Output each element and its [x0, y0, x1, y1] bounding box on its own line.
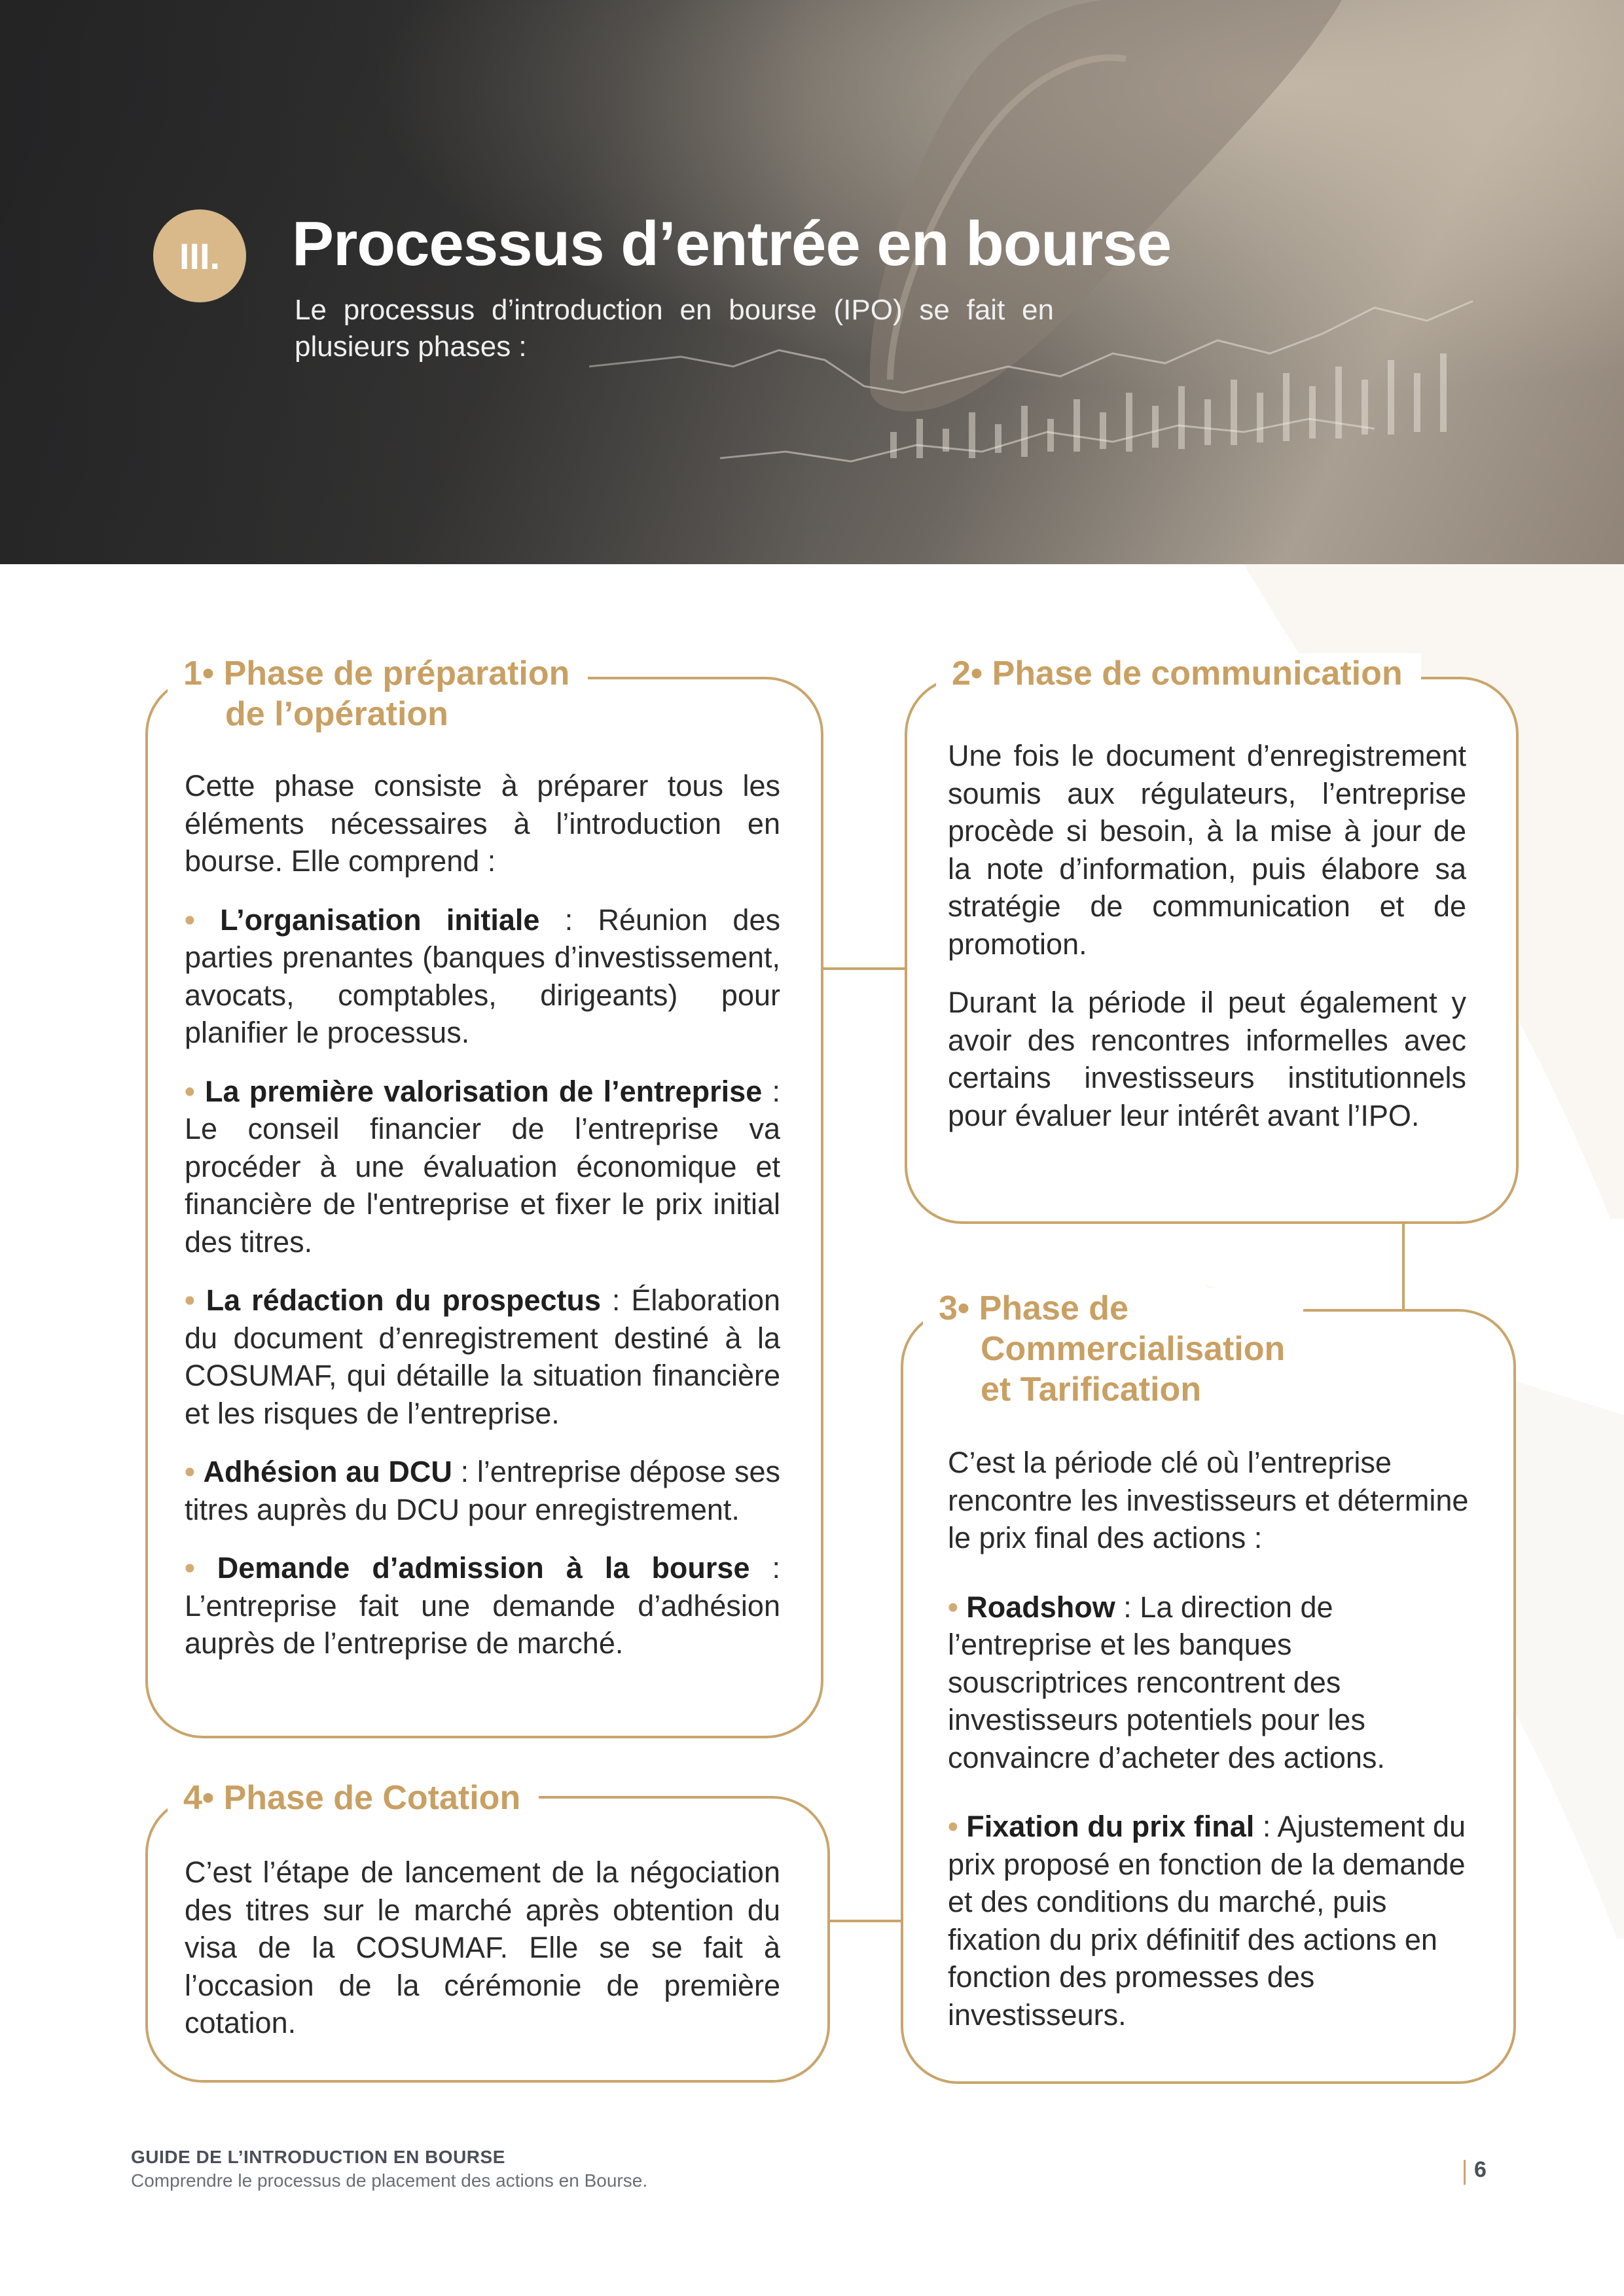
phase2-body	[948, 737, 1466, 1155]
phase4-body	[185, 1854, 780, 2063]
footer-subtitle: Comprendre le processus de placement des actions en Bourse.	[131, 2170, 648, 2191]
page-number: 6	[1474, 2157, 1487, 2182]
phase1-intro: Cette phase consiste à préparer tous les éléments nécessaires à l’introduction en bourse. Elle comprend :	[185, 769, 780, 878]
bullet-icon: •	[185, 1074, 195, 1108]
connector-phase1-phase2	[822, 967, 907, 970]
phase1-item-organisation: • L’organisation initiale : Réunion des parties prenantes (banques d’investissement, avocats, comptables, dirigeants) pour planifier le processus.	[185, 903, 780, 1049]
phase4-text: C’est l’étape de lancement de la négociation des titres sur le marché après obtention du visa de la COSUMAF. Elle se se fait à l’occasion de la cérémonie de première cotation.	[185, 1856, 780, 2039]
phase3-title-line2: Commercialisation	[981, 1330, 1286, 1368]
phase2-paragraph: Une fois le document d’enregistrement soumis aux régulateurs, l’entreprise procède si besoin, à la mise à jour de la note d’information, puis élabore sa stratégie de communication et de promotion.	[948, 739, 1466, 961]
stock-chart-background-image	[0, 0, 1624, 564]
phase3-title-line3: et Tarification	[981, 1371, 1202, 1408]
phase1-title	[168, 653, 588, 734]
phase1-item-dcu: • Adhésion au DCU : l’entreprise dépose ses titres auprès du DCU pour enregistrement.	[185, 1455, 780, 1526]
bullet-icon: •	[948, 1590, 958, 1624]
phase3-item-fixation: • Fixation du prix final : Ajustement du prix proposé en fonction de la demande et des conditions du marché, puis fixation du prix définitif des actions en fonction des promesses des investisseurs.	[948, 1810, 1466, 2032]
phase1-body	[185, 767, 780, 1683]
phase2-paragraph: Durant la période il peut également y avoir des rencontres informelles avec certains investisseurs institutionnels pour évaluer leur intérêt avant l’IPO.	[948, 986, 1466, 1132]
phase3-item-roadshow: • Roadshow : La direction de l’entreprise et les banques souscriptrices rencontrent des investisseurs potentiels pour les convaincre d’acheter des actions.	[948, 1590, 1385, 1774]
connector-phase4-phase3	[829, 1920, 902, 1922]
bullet-icon: •	[185, 1283, 195, 1317]
phase1-title-line1: 1• Phase de préparation	[183, 655, 570, 692]
phase3-title-line1: 3• Phase de	[939, 1289, 1128, 1327]
section-number-badge: III.	[153, 209, 246, 302]
phase1-item-valorisation: • La première valorisation de l’entreprise : Le conseil financier de l’entreprise va procéder à une évaluation économique et financière de l'entreprise et fixer le prix initial des titres.	[185, 1074, 780, 1259]
bullet-icon: •	[185, 1455, 195, 1488]
header-banner	[0, 0, 1624, 564]
phase1-item-admission: • Demande d’admission à la bourse : L’entreprise fait une demande d’adhésion auprès de l’entreprise de marché.	[185, 1551, 780, 1660]
phase4-title: 4• Phase de Cotation	[168, 1778, 539, 1818]
phase3-intro: C’est la période clé où l’entreprise rencontre les investisseurs et détermine le prix final des actions :	[948, 1446, 1469, 1554]
bullet-icon: •	[185, 903, 195, 937]
phase1-title-line2: de l’opération	[225, 695, 448, 733]
bullet-icon: •	[948, 1810, 958, 1843]
footer-title: GUIDE DE L’INTRODUCTION EN BOURSE	[131, 2147, 505, 2167]
bullet-icon: •	[185, 1551, 195, 1585]
connector-phase2-phase3	[1402, 1223, 1405, 1309]
phase1-item-prospectus: • La rédaction du prospectus : Élaboration du document d’enregistrement destiné à la COSUMAF, qui détaille la situation financière et les risques de l’entreprise.	[185, 1283, 780, 1430]
phase3-title	[923, 1288, 1303, 1410]
phase2-title: 2• Phase de communication	[936, 653, 1421, 694]
page-subtitle: Le processus d’introduction en bourse (IPO) se fait en plusieurs phases :	[295, 294, 1054, 363]
phase3-body	[948, 1444, 1471, 2054]
page-title: Processus d’entrée en bourse	[292, 209, 1172, 279]
